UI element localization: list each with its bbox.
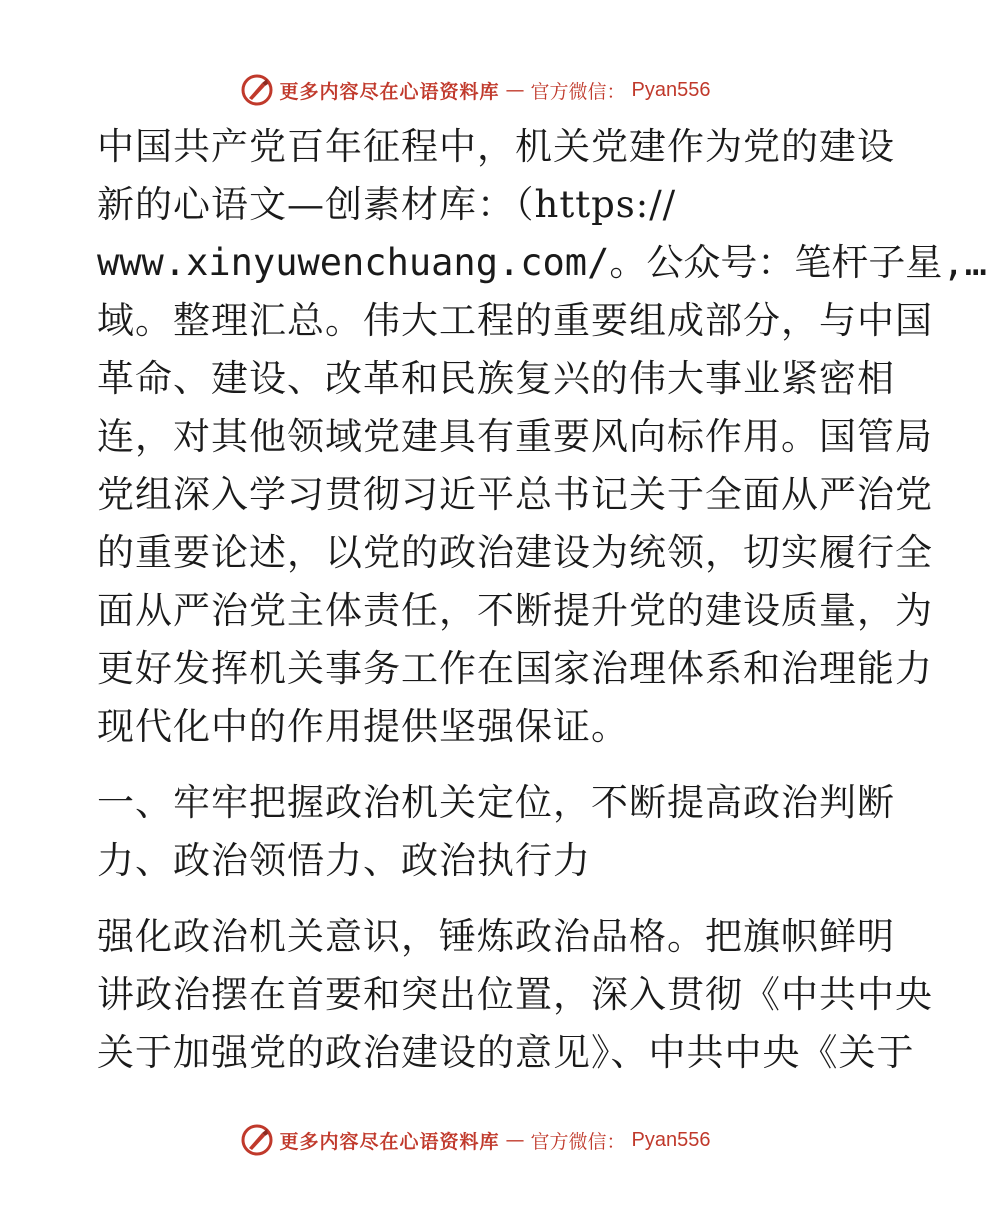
watermark-dash: —	[505, 1129, 525, 1151]
watermark-footer	[0, 1120, 950, 1160]
text-line: 更好发挥机关事务工作在国家治理体系和治理能力	[97, 647, 933, 690]
paragraph-section-1	[97, 908, 933, 1082]
watermark-label: 官方微信：	[530, 1130, 626, 1153]
document-body	[97, 118, 987, 1082]
text-line: 连，对其他领域党建具有重要风向标作用。国管局	[97, 415, 933, 458]
quill-logo-icon	[240, 1123, 274, 1157]
heading-line: 力、政治领悟力、政治执行力	[97, 839, 591, 882]
section-heading-1	[97, 774, 895, 890]
watermark-text: 更多内容尽在心语资料库	[279, 80, 500, 103]
text-line: 关于加强党的政治建设的意见》、中共中央《关于	[97, 1031, 915, 1074]
quill-logo-icon	[240, 73, 274, 107]
text-line: 的重要论述，以党的政治建设为统领，切实履行全	[97, 531, 933, 574]
watermark-text: 更多内容尽在心语资料库	[279, 1130, 500, 1153]
watermark-dash: —	[505, 79, 525, 101]
text-line: 革命、建设、改革和民族复兴的伟大事业紧密相	[97, 357, 895, 400]
text-line: www.xinyuwenchuang.com/。公众号：笔杆子星,…	[97, 241, 987, 284]
watermark-wechat-id: Pyan556	[631, 78, 711, 101]
watermark-header	[0, 70, 950, 110]
text-line: 面从严治党主体责任，不断提升党的建设质量，为	[97, 589, 933, 632]
paragraph-intro	[97, 118, 987, 756]
text-line: 现代化中的作用提供坚强保证。	[97, 705, 629, 748]
text-line: 域。整理汇总。伟大工程的重要组成部分，与中国	[97, 299, 933, 342]
text-line: 党组深入学习贯彻习近平总书记关于全面从严治党	[97, 473, 933, 516]
text-line: 强化政治机关意识，锤炼政治品格。把旗帜鲜明	[97, 915, 895, 958]
heading-line: 一、牢牢把握政治机关定位，不断提高政治判断	[97, 781, 895, 824]
text-line: 中国共产党百年征程中，机关党建作为党的建设	[97, 125, 895, 168]
watermark-wechat-id: Pyan556	[631, 1128, 711, 1151]
watermark-label: 官方微信：	[530, 80, 626, 103]
text-line: 讲政治摆在首要和突出位置，深入贯彻《中共中央	[97, 973, 933, 1016]
text-line: 新的心语文—创素材库：（https://	[97, 183, 677, 226]
